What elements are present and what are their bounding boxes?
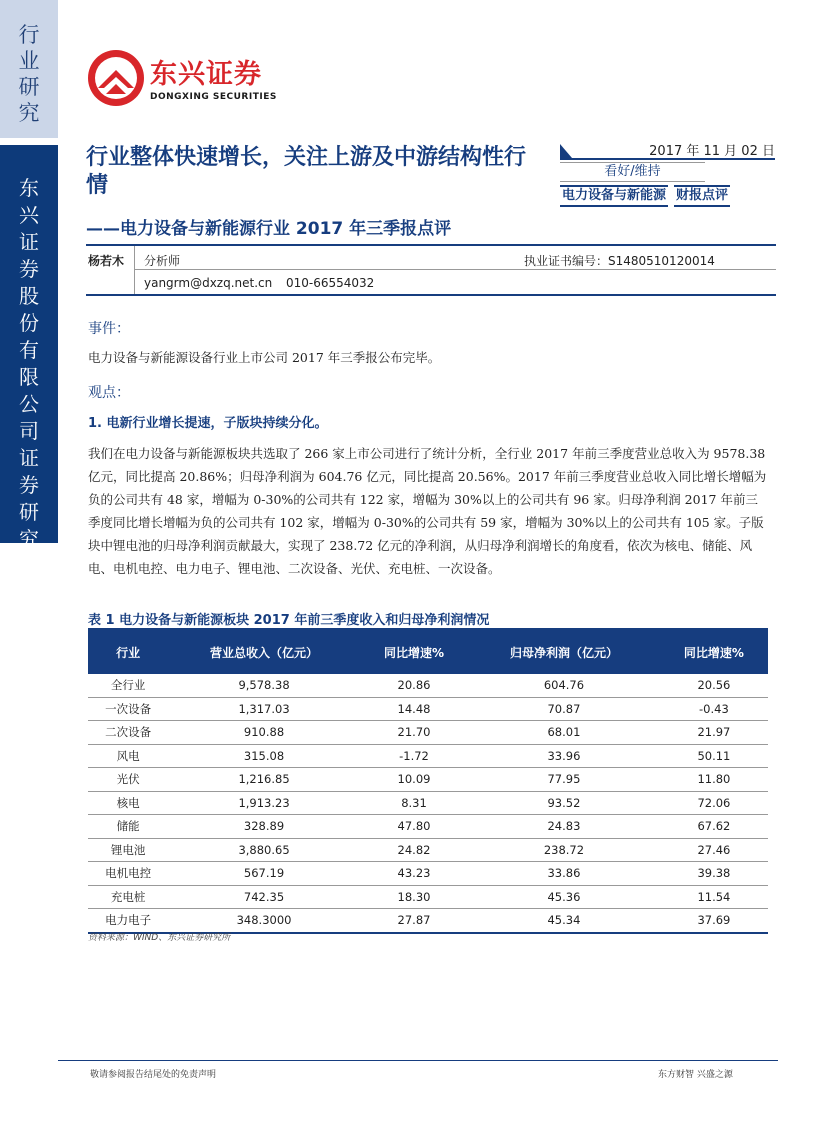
table-cell: 电机电控 <box>88 862 168 886</box>
table-cell: 9,578.38 <box>168 674 360 697</box>
table-cell: 50.11 <box>660 744 768 768</box>
sidebar <box>0 0 58 1122</box>
table-cell: 20.86 <box>360 674 468 697</box>
table-cell: 风电 <box>88 744 168 768</box>
table-cell: 68.01 <box>468 721 660 745</box>
table-cell: 348.3000 <box>168 909 360 933</box>
triangle-marker-icon <box>560 144 572 158</box>
col-revenue: 营业总收入（亿元） <box>168 629 360 674</box>
table-cell: 24.82 <box>360 838 468 862</box>
sidebar-company-panel <box>0 145 58 605</box>
table-cell: 光伏 <box>88 768 168 792</box>
report-date: 2017 年 11 月 02 日 <box>649 144 775 159</box>
logo-name-cn: 东兴证券 <box>150 59 262 90</box>
table-cell: 1,317.03 <box>168 697 360 721</box>
divider <box>134 246 135 294</box>
col-profit-growth: 同比增速% <box>660 629 768 674</box>
table-cell: -0.43 <box>660 697 768 721</box>
table-row <box>88 815 768 839</box>
table-row <box>88 838 768 862</box>
table-cell: 328.89 <box>168 815 360 839</box>
footer-divider <box>58 1060 778 1061</box>
table-cell: 77.95 <box>468 768 660 792</box>
table-cell: 37.69 <box>660 909 768 933</box>
table-cell: 11.54 <box>660 885 768 909</box>
table-cell: 全行业 <box>88 674 168 697</box>
col-industry: 行业 <box>88 629 168 674</box>
revenue-profit-table <box>88 628 768 934</box>
table-cell: 27.46 <box>660 838 768 862</box>
table-cell: 72.06 <box>660 791 768 815</box>
author-name: 杨若木 <box>88 254 125 268</box>
author-cert-number: 执业证书编号：S1480510120014 <box>524 254 715 268</box>
table-cell: 10.09 <box>360 768 468 792</box>
table-cell: 70.87 <box>468 697 660 721</box>
report-title: 行业整体快速增长，关注上游及中游结构性行情 <box>86 145 527 198</box>
table-cell: 604.76 <box>468 674 660 697</box>
table-row <box>88 909 768 933</box>
table-row <box>88 721 768 745</box>
table-cell: 27.87 <box>360 909 468 933</box>
table-cell: 21.70 <box>360 721 468 745</box>
table-row <box>88 674 768 697</box>
table-cell: 238.72 <box>468 838 660 862</box>
report-subtitle: ——电力设备与新能源行业 2017 年三季报点评 <box>86 219 452 239</box>
table-cell: 14.48 <box>360 697 468 721</box>
report-meta-box <box>560 140 775 207</box>
table-cell: 47.80 <box>360 815 468 839</box>
table-cell: 67.62 <box>660 815 768 839</box>
point-1-heading: 1. 电新行业增长提速，子版块持续分化。 <box>88 416 328 431</box>
table-cell: 39.38 <box>660 862 768 886</box>
table-cell: 一次设备 <box>88 697 168 721</box>
table-cell: 核电 <box>88 791 168 815</box>
table-cell: 3,880.65 <box>168 838 360 862</box>
table-cell: 45.36 <box>468 885 660 909</box>
sidebar-report-type: 行业研究 <box>18 23 40 125</box>
table-source: 资料来源：WIND、东兴证券研究所 <box>88 933 231 943</box>
author-box <box>86 244 776 296</box>
author-role: 分析师 <box>144 254 181 268</box>
table-cell: 567.19 <box>168 862 360 886</box>
table-cell: 8.31 <box>360 791 468 815</box>
logo-emblem-icon <box>86 48 146 108</box>
table-cell: 33.96 <box>468 744 660 768</box>
analysis-paragraph: 我们在电力设备与新能源板块共选取了 266 家上市公司进行了统计分析，全行业 2017 年前三季度营业总收入为 9578.38 亿元，同比提高 20.86%；归母净利润为 604.76 亿元，同比提高 20.56%。2017 年前三季度营业总收入同比增长增幅为负的公司共有 48 家，增幅为 0-30%的公司共有 122 家，增幅为 30%以上的公司共有 96 家。归母净利润 2017 年前三季度同比增长增幅为负的公司共有 102 家，增幅为 0-30%的公司共有 59 家，增幅为 30%以上的公司共有 105 家。子版块中锂电池的归母净利润贡献最大，实现了 238.72 亿元的净利润，从归母净利润增长的角度看，依次为核电、储能、风电、电机电控、电力电子、锂电池、二次设备、光伏、充电桩、一次设备。 <box>88 446 767 576</box>
event-heading: 事件： <box>88 321 130 337</box>
divider <box>134 269 776 270</box>
table-cell: 储能 <box>88 815 168 839</box>
table-cell: 电力电子 <box>88 909 168 933</box>
rating-label: 看好/维持 <box>560 162 705 182</box>
table-cell: 33.86 <box>468 862 660 886</box>
table-title: 表 1 电力设备与新能源板块 2017 年前三季度收入和归母净利润情况 <box>88 613 490 628</box>
author-email[interactable]: yangrm@dxzq.net.cn <box>144 276 273 290</box>
table-cell: 充电桩 <box>88 885 168 909</box>
table-cell: 11.80 <box>660 768 768 792</box>
table-row <box>88 697 768 721</box>
table-cell: 315.08 <box>168 744 360 768</box>
table-row <box>88 862 768 886</box>
col-revenue-growth: 同比增速% <box>360 629 468 674</box>
tag-industry: 电力设备与新能源 <box>560 185 668 207</box>
table-cell: 742.35 <box>168 885 360 909</box>
company-logo <box>86 48 316 108</box>
tag-list <box>560 185 775 207</box>
table-cell: 锂电池 <box>88 838 168 862</box>
table-cell: 21.97 <box>660 721 768 745</box>
table-row <box>88 768 768 792</box>
table-header-row <box>88 629 768 674</box>
col-net-profit: 归母净利润（亿元） <box>468 629 660 674</box>
footer-disclaimer: 敬请参阅报告结尾处的免责声明 <box>90 1070 217 1080</box>
view-heading: 观点： <box>88 385 130 401</box>
table-cell: 45.34 <box>468 909 660 933</box>
table-row <box>88 885 768 909</box>
divider <box>560 158 775 160</box>
sidebar-company-name: 东兴证券股份有限公司证券研究报告 <box>19 176 39 605</box>
tag-report-kind: 财报点评 <box>674 185 730 207</box>
table-cell: 93.52 <box>468 791 660 815</box>
footer-slogan: 东方财智 兴盛之源 <box>658 1070 733 1080</box>
table-cell: 910.88 <box>168 721 360 745</box>
table-cell: 20.56 <box>660 674 768 697</box>
table-cell: 二次设备 <box>88 721 168 745</box>
table-cell: 43.23 <box>360 862 468 886</box>
table-cell: 24.83 <box>468 815 660 839</box>
logo-name-en: DONGXING SECURITIES <box>150 92 277 102</box>
author-phone: 010-66554032 <box>286 276 375 290</box>
table-cell: -1.72 <box>360 744 468 768</box>
table-row <box>88 791 768 815</box>
table-cell: 1,913.23 <box>168 791 360 815</box>
table-cell: 18.30 <box>360 885 468 909</box>
sidebar-top-panel <box>0 0 58 138</box>
table-row <box>88 744 768 768</box>
table-cell: 1,216.85 <box>168 768 360 792</box>
event-text: 电力设备与新能源设备行业上市公司 2017 年三季报公布完毕。 <box>88 350 441 365</box>
